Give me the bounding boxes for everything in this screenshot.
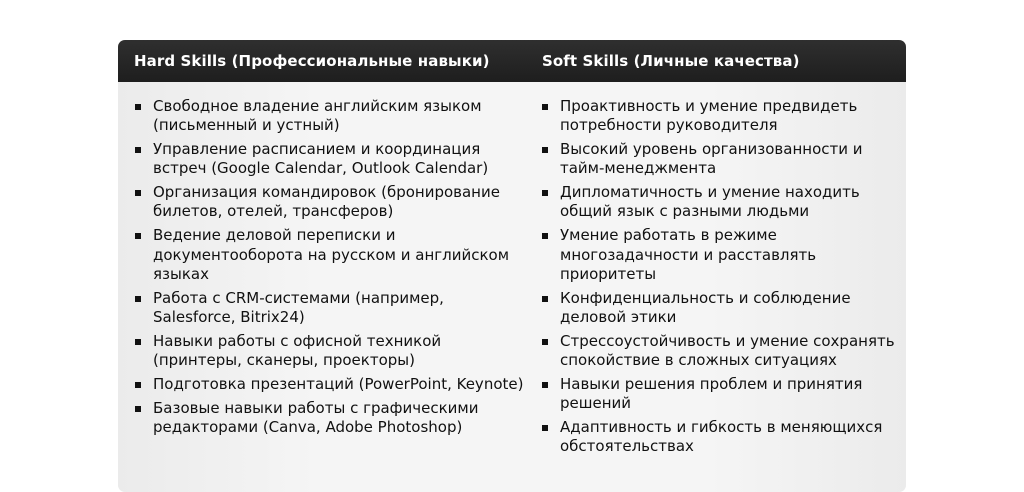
- hard-skill-text: Свободное владение английским языком (письменный и устный): [153, 97, 482, 135]
- list-item: [135, 399, 526, 438]
- bullet-icon: [135, 147, 141, 153]
- bullet-icon: [542, 190, 548, 196]
- list-item: [542, 375, 906, 414]
- list-item: [135, 140, 526, 179]
- soft-skill-text: Конфиденциальность и соблюдение деловой этики: [560, 288, 851, 326]
- list-item: [542, 183, 906, 222]
- soft-skill-text: Стрессоустойчивость и умение сохранять спокойствие в сложных ситуациях: [560, 331, 895, 370]
- list-item: [135, 289, 526, 328]
- bullet-icon: [135, 382, 141, 388]
- soft-skill-text: Проактивность и умение предвидеть потребности руководителя: [560, 97, 858, 135]
- list-item: [542, 97, 906, 136]
- bullet-icon: [135, 339, 141, 345]
- soft-skill-text: Дипломатичность и умение находить общий язык с разными людьми: [560, 183, 860, 221]
- hard-skill-text: Ведение деловой переписки и документооборота на русском и английском языках: [153, 226, 510, 283]
- soft-skill-text: Высокий уровень организованности и тайм-менеджмента: [560, 140, 863, 178]
- bullet-icon: [542, 382, 548, 388]
- bullet-icon: [542, 425, 548, 431]
- bullet-icon: [135, 104, 141, 110]
- list-item: [135, 375, 526, 394]
- bullet-icon: [542, 296, 548, 302]
- list-item: [542, 332, 906, 371]
- soft-skills-list: [526, 82, 906, 492]
- bullet-icon: [542, 233, 548, 239]
- list-item: [135, 97, 526, 136]
- hard-skill-text: Организация командировок (бронирование билетов, отелей, трансферов): [153, 183, 500, 221]
- table-body: [118, 82, 906, 492]
- bullet-icon: [135, 406, 141, 412]
- hard-skill-text: Управление расписанием и координация встреч (Google Calendar, Outlook Calendar): [153, 140, 489, 178]
- soft-skill-text: Умение работать в режиме многозадачности и расставлять приоритеты: [560, 226, 817, 283]
- list-item: [135, 332, 526, 371]
- bullet-icon: [542, 147, 548, 153]
- hard-skill-text: Работа с CRM-системами (например, Salesforce, Bitrix24): [153, 288, 444, 326]
- soft-skill-text: Адаптивность и гибкость в меняющихся обстоятельствах: [560, 417, 883, 456]
- hard-skills-list: [118, 82, 526, 492]
- hard-skills-header: Hard Skills (Профессиональные навыки): [134, 52, 490, 70]
- list-item: [135, 183, 526, 222]
- list-item: [542, 289, 906, 328]
- hard-skill-text: Подготовка презентаций (PowerPoint, Keynote): [153, 374, 524, 393]
- bullet-icon: [135, 296, 141, 302]
- soft-skills-header: Soft Skills (Личные качества): [542, 52, 800, 70]
- soft-skill-text: Навыки решения проблем и принятия решений: [560, 374, 863, 413]
- list-item: [542, 140, 906, 179]
- list-item: [542, 418, 906, 457]
- hard-skill-text: Базовые навыки работы с графическими редакторами (Canva, Adobe Photoshop): [153, 398, 479, 436]
- hard-skill-text: Навыки работы с офисной техникой (принтеры, сканеры, проекторы): [153, 331, 442, 370]
- list-item: [135, 226, 526, 284]
- table-header: [118, 40, 906, 82]
- bullet-icon: [542, 104, 548, 110]
- list-item: [542, 226, 906, 284]
- skills-table: [118, 40, 906, 492]
- bullet-icon: [135, 233, 141, 239]
- bullet-icon: [135, 190, 141, 196]
- bullet-icon: [542, 339, 548, 345]
